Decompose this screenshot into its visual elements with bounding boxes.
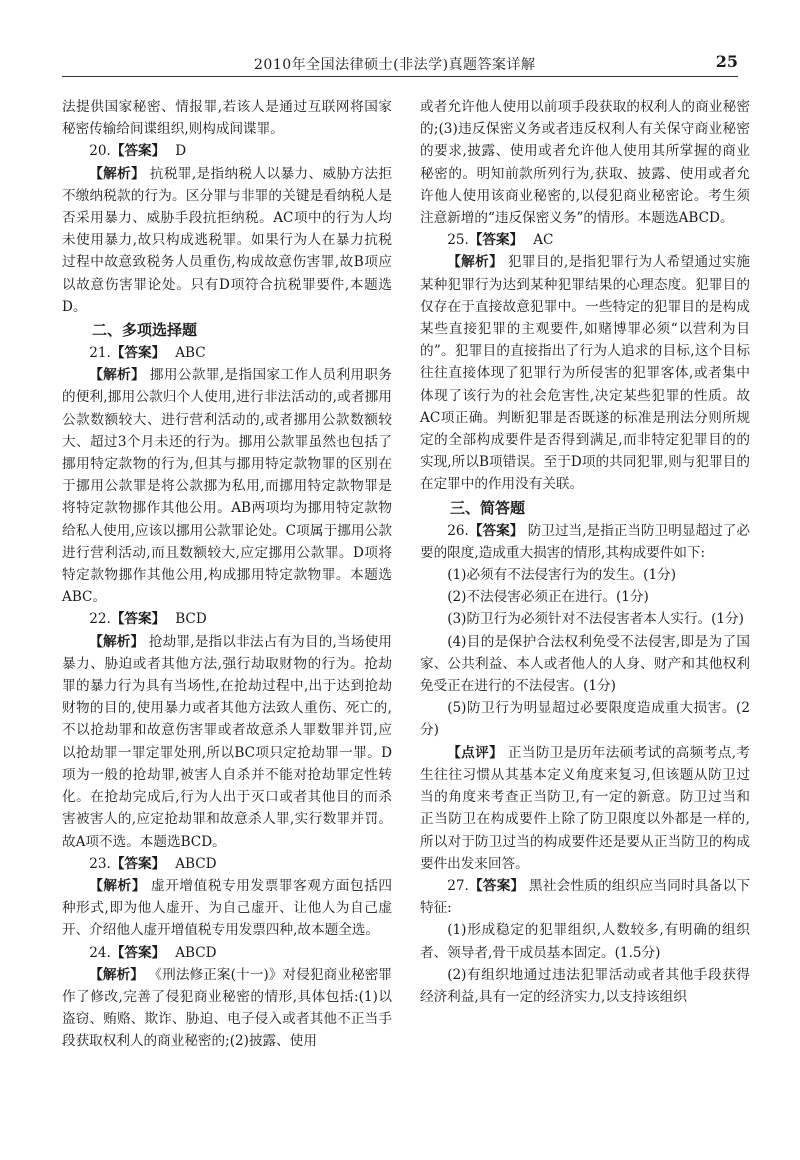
q22-analysis-label: 【解析】 <box>89 633 145 650</box>
q27-answer <box>420 875 750 919</box>
q21-answer-label: 【答案】 <box>110 345 166 362</box>
q24-number: 24. <box>89 944 111 961</box>
section-short-answer-title: 三、简答题 <box>450 498 526 517</box>
q26-answer <box>420 520 750 564</box>
q20-answer-label: 【答案】 <box>110 143 166 160</box>
q26-comment-text: 正当防卫是历年法硕考试的高频考点,考生往往习惯从其基本定义角度来复习,但该题从防卫过当的角度来考查正当防卫,有一定的新意。防卫过当和正当防卫在构成要件上除了防卫限度以外都是一样的,所以对于防卫过当的构成要件还是要从正当防卫的构成要件出发来回答。 <box>420 744 751 872</box>
q23-answer <box>62 853 392 875</box>
q26-comment <box>420 742 750 875</box>
q27-item: (2)有组织地通过违法犯罪活动或者其他手段获得经济利益,具有一定的经济实力,以支持该组织 <box>420 966 750 1005</box>
q26-answer-label: 【答案】 <box>468 522 524 539</box>
q24-analysis-text: 《刑法修正案(十一)》对侵犯商业秘密罪作了修改,完善了侵犯商业秘密的情形,具体包括:(1)以盗窃、贿赂、欺诈、胁迫、电子侵入或者其他不正当手段获取权利人的商业秘密的;(2)披露、使用 <box>62 966 393 1050</box>
q23-analysis <box>62 875 392 942</box>
page-number: 25 <box>715 52 738 71</box>
q20-answer <box>62 140 392 162</box>
q21-number: 21. <box>89 345 111 362</box>
q20-analysis-label: 【解析】 <box>89 165 146 182</box>
q26-item: (4)目的是保护合法权利免受不法侵害,即是为了国家、公共利益、本人或者他人的人身、财产和其他权利免受正在进行的不法侵害。(1分) <box>420 633 750 695</box>
q25-answer <box>420 229 750 251</box>
q26-number: 26. <box>447 522 469 539</box>
q20-answer-value: D <box>175 143 187 160</box>
section-multiple-choice-title: 二、多项选择题 <box>92 321 198 340</box>
q22-analysis-text: 抢劫罪,是指以非法占有为目的,当场使用暴力、胁迫或者其他方法,强行劫取财物的行为。抢劫罪的暴力行为具有当场性,在抢劫过程中,出于达到抢劫财物的目的,使用暴力或者其他方法致人重伤、死亡的,不以抢劫罪和故意伤害罪或者故意杀人罪数罪并罚,应以抢劫罪一罪定罪处刑,所以BC项只定抢劫罪一罪。D项为一般的抢劫罪,被害人自杀并不能对抢劫罪定性转化。在抢劫完成后,行为人出于灭口或者其他目的而杀害被害人的,应定抢劫罪和故意杀人罪,实行数罪并罚。故A项不选。本题选BCD。 <box>62 633 392 850</box>
q26-item: (3)防卫行为必须针对不法侵害者本人实行。(1分) <box>447 611 744 628</box>
q25-number: 25. <box>447 232 469 249</box>
q26-item: (1)必须有不法侵害行为的发生。(1分) <box>447 567 677 584</box>
q25-analysis <box>420 251 750 495</box>
running-header <box>62 52 738 77</box>
q25-answer-value: AC <box>533 232 554 249</box>
q24-analysis-continued: 或者允许他人使用以前项手段获取的权利人的商业秘密的;(3)违反保密义务或者违反权利人有关保守商业秘密的要求,披露、使用或者允许他人使用其所掌握的商业秘密的。明知前款所列行为,获取、披露、使用或者允许他人使用该商业秘密的,以侵犯商业秘密论。考生须注意新增的“违反保密义务”的情形。本题选ABCD。 <box>420 99 750 227</box>
paragraph-intro: 法提供国家秘密、情报罪,若该人是通过互联网将国家秘密传输给间谍组织,则构成间谍罪。 <box>62 99 392 138</box>
q24-answer <box>62 942 392 964</box>
q22-answer-value: BCD <box>175 611 207 628</box>
q21-analysis <box>62 364 392 608</box>
q25-analysis-text: 犯罪目的,是指犯罪行为人希望通过实施某种犯罪行为达到某种犯罪结果的心理态度。犯罪目的仅存在于直接故意犯罪中。一些特定的犯罪目的是构成某些直接犯罪的主观要件,如赌博罪必须“以营利为目的”。犯罪目的直接指出了行为人追求的目标,这个目标往往直接体现了犯罪行为所侵害的犯罪客体,或者集中体现了该行为的社会危害性,决定某些犯罪的性质。故AC项正确。判断犯罪是否既遂的标准是刑法分则所规定的全部构成要件是否得到满足,而非特定犯罪目的的实现,所以B项错误。至于D项的共同犯罪,则与犯罪目的在定罪中的作用没有关联。 <box>420 254 751 493</box>
header-title: 2010年全国法律硕士(非法学)真题答案详解 <box>254 57 536 73</box>
q23-analysis-label: 【解析】 <box>89 877 147 894</box>
q23-analysis-text: 虚开增值税专用发票罪客观方面包括四种形式,即为他人虚开、为自己虚开、让他人为自己虚开、介绍他人虚开增值税专用发票四种,故本题全选。 <box>62 877 393 939</box>
q24-analysis <box>62 964 392 1053</box>
q21-answer-value: ABC <box>175 345 206 362</box>
q27-answer-label: 【答案】 <box>468 877 525 894</box>
q21-answer <box>62 342 392 364</box>
q25-answer-label: 【答案】 <box>468 232 524 249</box>
left-column <box>62 96 392 1053</box>
q25-analysis-label: 【解析】 <box>447 254 504 271</box>
q26-answer-text: 防卫过当,是指正当防卫明显超过了必要的限度,造成重大损害的情形,其构成要件如下: <box>420 522 751 561</box>
q22-answer-label: 【答案】 <box>110 611 166 628</box>
q27-item: (1)形成稳定的犯罪组织,人数较多,有明确的组织者、领导者,骨干成员基本固定。(1.5分) <box>420 922 750 961</box>
q27-number: 27. <box>447 877 469 894</box>
q22-answer <box>62 608 392 630</box>
right-column <box>420 96 750 1008</box>
q26-item: (2)不法侵害必须正在进行。(1分) <box>447 589 649 606</box>
q22-analysis <box>62 631 392 853</box>
q23-answer-value: ABCD <box>175 855 217 872</box>
q26-item: (5)防卫行为明显超过必要限度造成重大损害。(2分) <box>420 700 750 739</box>
q24-analysis-label: 【解析】 <box>89 966 144 983</box>
q20-analysis <box>62 163 392 318</box>
q23-answer-label: 【答案】 <box>110 855 166 872</box>
q24-answer-value: ABCD <box>175 944 217 961</box>
q21-analysis-label: 【解析】 <box>89 367 146 384</box>
q20-number: 20. <box>89 143 111 160</box>
q23-number: 23. <box>89 855 111 872</box>
q24-answer-label: 【答案】 <box>110 944 166 961</box>
q26-comment-label: 【点评】 <box>447 744 504 761</box>
q22-number: 22. <box>89 611 111 628</box>
q27-answer-text: 黑社会性质的组织应当同时具备以下特征: <box>420 877 750 917</box>
q20-analysis-text: 抗税罪,是指纳税人以暴力、威胁方法拒不缴纳税款的行为。区分罪与非罪的关键是看纳税人是否采用暴力、威胁手段抗拒纳税。AC项中的行为人均未使用暴力,故只构成逃税罪。如果行为人在暴力抗税过程中故意致税务人员重伤,构成故意伤害罪,故B项应以故意伤害罪论处。只有D项符合抗税罪要件,本题选D。 <box>62 165 393 315</box>
q21-analysis-text: 挪用公款罪,是指国家工作人员利用职务的便利,挪用公款归个人使用,进行非法活动的,或者挪用公款数额较大、进行营利活动的,或者挪用公款数额较大、超过3个月未还的行为。挪用公款罪虽然也包括了挪用特定款物的行为,但其与挪用特定款物罪的区别在于挪用公款罪是将公款挪为私用,而挪用特定款物罪是将特定款物挪作其他公用。AB两项均为挪用特定款物给私人使用,应该以挪用公款罪论处。C项属于挪用公款进行营利活动,而且数额较大,应定挪用公款罪。D项将特定款物挪作其他公用,构成挪用特定款物罪。本题选ABC。 <box>62 367 393 606</box>
